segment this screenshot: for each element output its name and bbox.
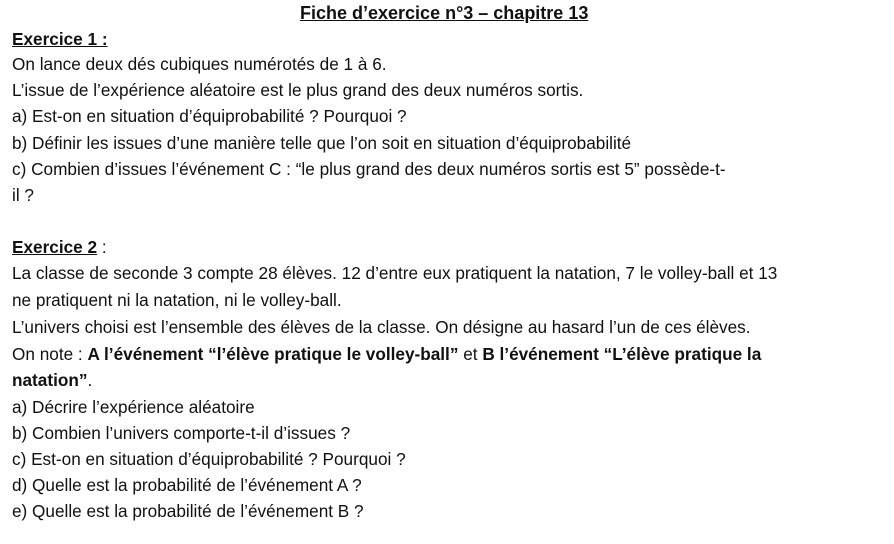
exercise-1-line: L’issue de l’expérience aléatoire est le plus grand des deux numéros sortis. (12, 80, 584, 100)
exercise-2-question-d: d) Quelle est la probabilité de l’événement A ? (12, 475, 362, 495)
event-a-definition: A l’événement “l’élève pratique le volley-ball” (87, 344, 459, 364)
exercise-2-question-e: e) Quelle est la probabilité de l’événement B ? (12, 501, 364, 521)
exercise-2-heading-suffix: : (97, 237, 107, 257)
exercise-2-question-a: a) Décrire l’expérience aléatoire (12, 397, 255, 417)
event-b-definition-cont: natation” (12, 370, 88, 390)
exercise-2-heading: Exercice 2 (12, 237, 98, 257)
exercise-2-heading-line (12, 236, 107, 258)
exercise-2-line: L’univers choisi est l’ensemble des élèves de la classe. On désigne au hasard l’un de ces élèves. (12, 317, 751, 337)
exercise-2-note-cont (12, 369, 92, 391)
note-end: . (87, 370, 93, 390)
exercise-2-note-line (12, 343, 761, 365)
exercise-2-line: ne pratiquent ni la natation, ni le volley-ball. (12, 290, 342, 310)
exercise-2-question-c: c) Est-on en situation d’équiprobabilité ? Pourquoi ? (12, 449, 406, 469)
page-title: Fiche d’exercice n°3 – chapitre 13 (300, 3, 589, 23)
note-prefix: On note : (12, 344, 88, 364)
exercise-1-question-b: b) Définir les issues d’une manière telle que l’on soit en situation d’équiprobabilité (12, 133, 632, 153)
exercise-1-question-c-cont: il ? (12, 185, 34, 205)
exercise-2-question-b: b) Combien l’univers comporte-t-il d’issues ? (12, 423, 351, 443)
event-b-definition: B l’événement “L’élève pratique la (482, 344, 762, 364)
exercise-1-question-a: a) Est-on en situation d’équiprobabilité ? Pourquoi ? (12, 106, 407, 126)
exercise-2-line: La classe de seconde 3 compte 28 élèves. 12 d’entre eux pratiquent la natation, 7 le volley-ball et 13 (12, 263, 778, 283)
exercise-1-question-c: c) Combien d’issues l’événement C : “le plus grand des deux numéros sortis est 5” possède-t- (12, 159, 726, 179)
exercise-1-line: On lance deux dés cubiques numérotés de 1 à 6. (12, 54, 387, 74)
note-and: et (458, 344, 483, 364)
exercise-1-heading: Exercice 1 : (12, 29, 108, 49)
